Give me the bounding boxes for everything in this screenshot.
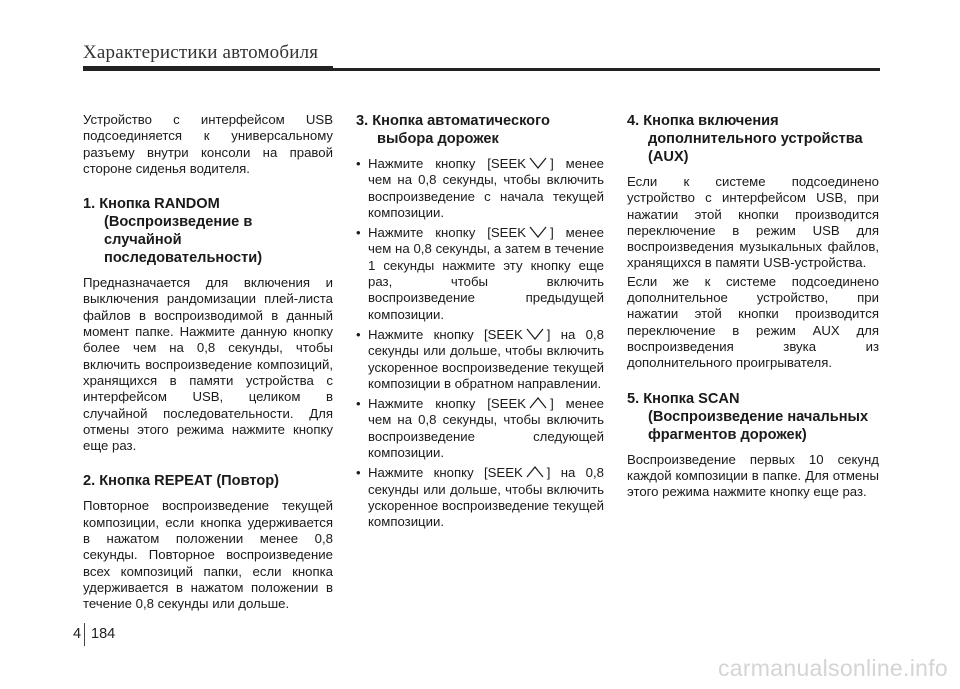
section-scan-subtitle: (Воспроизведение начальных фрагментов дорожек) [648,408,869,443]
usb-intro-text: Устройство с интерфейсом USB подсоединяется к универсальному разъему внутри консоли на правой стороне сиденья водителя. [83,112,333,176]
list-item: • Нажмите кнопку [SEEK ] на 0,8 секунды или дольше, чтобы включить ускоренное воспроизведение текущей композиции в обратном направлении. [356,327,604,392]
section-repeat-title: 2. Кнопка REPEAT (Повтор) [83,473,280,490]
section-aux-text-usb: Если к системе подсоединено устройство с интерфейсом USB, при нажатии этой кнопки производится переключение в режим USB для воспроизведения музыкальных файлов, хранящихся в памяти USB-устройства. [627,174,879,271]
section-scan-text: Воспроизведение первых 10 секунд каждой композиции в папке. Для отмены этого режима нажмите кнопку еще раз. [627,451,879,500]
list-item: • Нажмите кнопку [SEEK ] на 0,8 секунды или дольше, чтобы включить ускоренное воспроизведение текущей композиции. [356,465,604,530]
section-random-title: 1. Кнопка RANDOM [83,196,220,213]
page-title: Характеристики автомобиля [83,42,319,63]
section-aux-heading [627,112,879,166]
seek-up-icon [526,466,544,478]
section-scan-title: 5. Кнопка SCAN [627,390,740,407]
list-item: • Нажмите кнопку [SEEK ] менее чем на 0,8 секунды, а затем в течение 1 секунды нажмите эту кнопку еще раз, чтобы включить воспроизведение предыдущей композиции. [356,225,604,323]
column-left [83,112,333,615]
list-item: • Нажмите кнопку [SEEK ] менее чем на 0,8 секунды, чтобы включить воспроизведение следующей композиции. [356,396,604,461]
section-random-subtitle: (Воспроизведение в случайной последовательности) [104,214,263,267]
seek-up-icon [529,397,547,409]
section-random-text: Предназначается для включения и выключения рандомизации плей-листа файлов в воспроизводимой в данный момент папке. Нажмите данную кнопку более чем на 0,8 секунды, чтобы включить воспроизведение композиций, хранящихся в памяти устройства с интерфейсом USB, целиком в случайной последовательности. Для отмены этого режима нажмите кнопку еще раз. [83,275,333,454]
section-seek-heading [356,112,604,148]
seek-down-icon [526,328,544,340]
section-repeat-text: Повторное воспроизведение текущей композиции, если кнопка удерживается в нажатом положении менее 0,8 секунды. Повторное воспроизведение всех композиций папки, если кнопка удерживается в нажатом положении в течение 0,8 секунды или дольше. [83,498,333,612]
section-random-heading [83,195,333,267]
section-seek-title: 3. Кнопка автоматического [356,113,550,129]
section-aux-subtitle: дополнительного устройства (AUX) [648,131,863,165]
section-aux-title: 4. Кнопка включения [627,113,779,129]
section-seek-subtitle: выбора дорожек [377,131,499,147]
seek-instructions-list [356,156,604,531]
footer-divider [84,623,85,646]
seek-down-icon [529,226,547,238]
column-right [627,112,879,502]
header-rule [83,68,880,71]
chapter-number: 4 [73,626,82,642]
section-scan-heading [627,390,879,444]
section-aux-text-aux: Если же к системе подсоединено дополнительное устройство, при нажатии этой кнопки производится переключение в режим AUX для воспроизведения звука из дополнительного проигрывателя. [627,273,879,371]
page-number: 184 [91,626,116,642]
seek-down-icon [529,157,547,169]
list-item: • Нажмите кнопку [SEEK ] менее чем на 0,8 секунды, чтобы включить воспроизведение с начала текущей композиции. [356,156,604,221]
watermark: carmanualsonline.info [717,655,948,681]
column-middle [356,112,604,535]
section-repeat-heading [83,472,333,490]
